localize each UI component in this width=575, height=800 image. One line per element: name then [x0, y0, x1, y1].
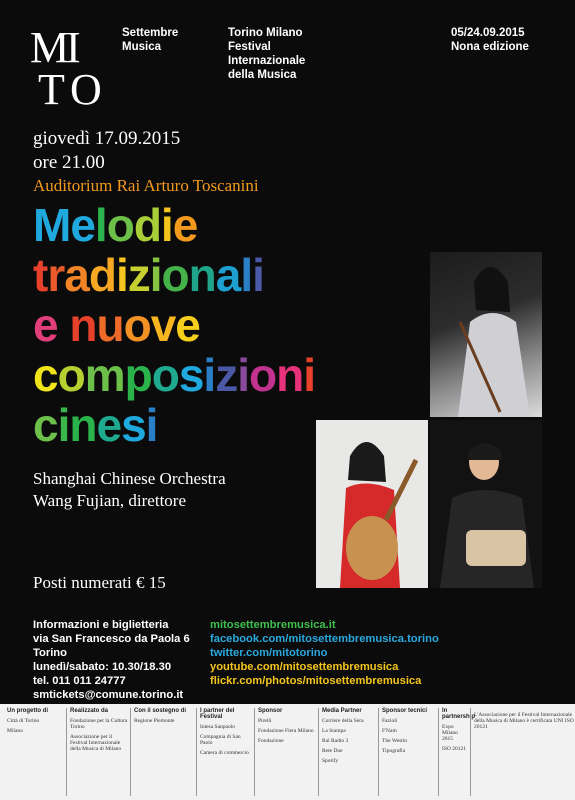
sponsor-logo: Milano: [7, 728, 23, 734]
sponsor-column: [196, 708, 254, 796]
title-letter: o: [248, 349, 277, 401]
sponsor-logo: La Stampa: [322, 728, 346, 734]
title-letter: i: [203, 349, 216, 401]
info-line: via San Francesco da Paola 6: [33, 633, 190, 645]
flutist-photo: [430, 252, 542, 417]
event-date: giovedì 17.09.2015: [33, 128, 181, 149]
mito-logo: [30, 22, 110, 114]
title-letter: n: [69, 399, 97, 451]
title-letter: u: [96, 299, 124, 351]
sponsor-column: [318, 708, 378, 796]
title-letter: n: [276, 349, 304, 401]
ticket-price: Posti numerati € 15: [33, 573, 166, 592]
sponsor-logo: Camera di commercio: [200, 750, 249, 756]
sponsor-logo: Corriere della Sera: [322, 718, 364, 724]
header-text: della Musica: [228, 69, 297, 81]
event-time: ore 21.00: [33, 152, 105, 173]
flutist-figure: [430, 252, 542, 417]
header-text: Settembre: [122, 27, 179, 39]
sponsor-logo: Regione Piemonte: [134, 718, 175, 724]
title-line: [33, 200, 433, 250]
logo-letter-i: I: [66, 23, 79, 72]
sponsor-logo: The Westin: [382, 738, 407, 744]
sponsor-column: [438, 708, 476, 796]
header-col-settembre: [122, 26, 178, 54]
header-text: 05/24.09.2015: [451, 27, 525, 39]
sponsor-logo: Città di Torino: [7, 718, 40, 724]
pipa-player-photo: [316, 420, 428, 588]
title-letter: r: [47, 249, 65, 301]
sponsor-column: [130, 708, 196, 796]
conductor-figure: [430, 420, 542, 588]
sponsor-logo: Rete Due: [322, 748, 343, 754]
sponsor-column: [470, 708, 574, 796]
logo-letter-o: O: [70, 65, 100, 114]
social-link[interactable]: flickr.com/photos/mitosettembremusica: [210, 675, 422, 687]
title-letter: o: [161, 249, 189, 301]
title-letter: s: [121, 399, 146, 451]
performers: [33, 468, 226, 512]
concert-title: [33, 200, 433, 450]
title-letter: v: [150, 299, 176, 351]
title-letter: o: [151, 349, 179, 401]
sponsor-heading: In partnership: [442, 708, 476, 720]
title-letter: c: [33, 399, 58, 451]
title-letter: i: [303, 349, 315, 401]
sponsor-logo: Fondazione: [258, 738, 284, 744]
title-letter: n: [69, 299, 97, 351]
title-letter: i: [237, 349, 249, 401]
title-letter: z: [215, 349, 238, 401]
info-line: lunedì/sabato: 10.30/18.30: [33, 661, 172, 673]
sponsor-logo: Compagnia di San Paolo: [200, 734, 241, 746]
title-line: [33, 250, 433, 300]
title-letter: o: [123, 299, 151, 351]
sponsor-column: [66, 708, 130, 796]
sponsor-logo: Fondazione per la Cultura Torino: [70, 718, 128, 730]
conductor-photo: [430, 420, 542, 588]
title-letter: c: [33, 349, 58, 401]
title-letter: M: [33, 199, 71, 251]
pipa-player-figure: [316, 420, 428, 588]
title-letter: a: [64, 249, 89, 301]
sponsor-heading: Media Partner: [322, 708, 362, 714]
title-letter: i: [149, 249, 162, 301]
title-letter: d: [88, 249, 116, 301]
header-text: Internazionale: [228, 55, 306, 67]
title-letter: i: [160, 199, 173, 251]
title-letter: i: [252, 249, 264, 301]
sponsor-logo: Expo Milano 2015: [442, 724, 458, 742]
sponsor-logo: Pirelli: [258, 718, 272, 724]
info-line: Informazioni e biglietteria: [33, 619, 169, 631]
sponsor-column: [378, 708, 438, 796]
title-letter: e: [96, 399, 122, 451]
sponsor-logo: Associazione per il Festival Internazionale della Musica di Milano: [70, 734, 122, 752]
header-text: Festival: [228, 41, 271, 53]
title-letter: l: [240, 249, 253, 301]
orchestra-name: Shanghai Chinese Orchestra: [33, 469, 226, 488]
sponsor-column: [4, 708, 65, 796]
sponsor-logo: F'Nam: [382, 728, 397, 734]
conductor-name: Wang Fujian, direttore: [33, 491, 187, 510]
social-link[interactable]: twitter.com/mitotorino: [210, 647, 328, 659]
title-letter: [58, 299, 70, 351]
title-letter: e: [172, 199, 198, 251]
header-text: Torino Milano: [228, 27, 303, 39]
header-col-edition: [451, 26, 529, 54]
title-letter: i: [115, 249, 128, 301]
social-link[interactable]: mitosettembremusica.it: [210, 619, 336, 631]
title-letter: t: [33, 249, 48, 301]
title-letter: n: [188, 249, 216, 301]
title-letter: d: [133, 199, 161, 251]
title-letter: o: [106, 199, 134, 251]
sponsor-logo: Tipografia: [382, 748, 406, 754]
sponsor-heading: Realizzato da: [70, 708, 109, 714]
sponsor-logo: Spotify: [322, 758, 339, 764]
social-link[interactable]: youtube.com/mitosettembremusica: [210, 661, 399, 673]
sponsor-logo: Rai Radio 3: [322, 738, 349, 744]
sponsor-heading: I partner del Festival: [200, 708, 235, 720]
sponsor-heading: Un progetto di: [7, 708, 48, 714]
title-letter: i: [145, 399, 158, 451]
sponsor-heading: Sponsor: [258, 708, 283, 714]
title-letter: e: [175, 299, 200, 351]
sponsor-logo: ISO 20121: [442, 746, 466, 752]
event-venue: Auditorium Rai Arturo Toscanini: [33, 176, 259, 195]
sponsor-heading: Con il sostegno di: [134, 708, 186, 714]
sponsor-logo: L'Associazione per il Festival Internazionale della Musica di Milano è certificata UNI ISO 20121: [474, 712, 574, 730]
header-text: Musica: [122, 41, 161, 53]
title-letter: o: [57, 349, 85, 401]
title-letter: m: [84, 349, 125, 401]
title-line: [33, 350, 433, 400]
title-letter: a: [215, 249, 241, 301]
social-links: [210, 618, 439, 688]
email-link[interactable]: smtickets@comune.torino.it: [33, 689, 184, 701]
info-block: [33, 618, 190, 702]
logo-letter-t: T: [38, 65, 63, 114]
title-line: [33, 300, 433, 350]
title-letter: l: [94, 199, 107, 251]
logo-letter-m: M: [30, 23, 68, 72]
header-col-festival: [228, 26, 305, 82]
title-letter: i: [57, 399, 70, 451]
social-link[interactable]: facebook.com/mitosettembremusica.torino: [210, 633, 439, 645]
sponsor-column: [254, 708, 318, 796]
title-letter: e: [33, 299, 58, 351]
sponsor-logo: Intesa Sanpaolo: [200, 724, 235, 730]
info-line: Torino: [33, 647, 67, 659]
title-letter: p: [124, 349, 152, 401]
sponsor-logo: Fazioli: [382, 718, 398, 724]
header-text: Nona edizione: [451, 41, 529, 53]
title-letter: e: [70, 199, 95, 251]
sponsor-heading: Sponsor tecnici: [382, 708, 428, 714]
title-letter: s: [178, 349, 204, 401]
title-letter: z: [127, 249, 150, 301]
sponsor-bar: [0, 704, 575, 800]
info-line: tel. 011 011 24777: [33, 675, 126, 687]
sponsor-logo: Fondazione Fiera Milano: [258, 728, 314, 734]
